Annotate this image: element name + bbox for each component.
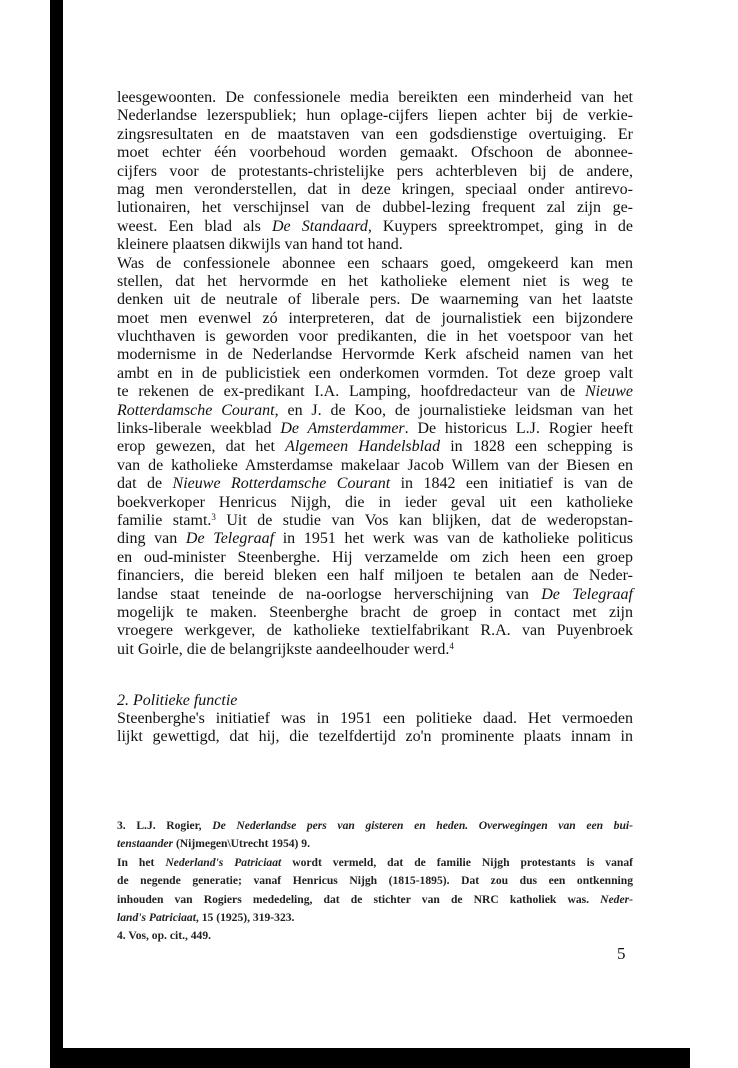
section-paragraph bbox=[117, 710, 633, 747]
text-run: mogelijk te maken. Steenberghe bracht de groep in contact met zijn bbox=[117, 603, 633, 621]
text-line bbox=[117, 402, 633, 420]
italic-text: Algemeen Handelsblad bbox=[285, 438, 441, 456]
text-run: . De historicus L.J. Rogier heeft bbox=[404, 420, 634, 438]
text-run: te rekenen de ex-predikant I.A. Lamping, hoofdredacteur van de bbox=[117, 383, 585, 401]
text-line bbox=[117, 365, 633, 383]
text-run: in 1828 een schepping is bbox=[440, 438, 634, 456]
text-run: , Kuypers spreektrompet, ging in de bbox=[367, 217, 634, 235]
text-run: leesgewoonten. De confessionele media bereikten een minderheid van het bbox=[117, 89, 633, 106]
text-line bbox=[117, 310, 633, 328]
paragraph bbox=[117, 255, 633, 660]
text-run: erop gewezen, dat het bbox=[117, 438, 286, 456]
text-run: in 1842 een initiatief is van de bbox=[390, 475, 633, 493]
text-line bbox=[117, 457, 633, 475]
text-line bbox=[117, 856, 633, 874]
text-run: van de katholieke Amsterdamse makelaar Jacob Willem van der Biesen en bbox=[117, 456, 633, 474]
text-run: , en J. de Koo, de journalistieke leidsman van het bbox=[274, 401, 633, 419]
text-line bbox=[117, 107, 633, 125]
text-run: zingsresultaten en de maatstaven van een godsdienstige overtuiging. Er bbox=[117, 125, 633, 143]
text-run: weest. Een blad als bbox=[117, 217, 272, 235]
text-run: inhouden van Rogiers mededeling, dat de stichter van de NRC katholiek was. bbox=[117, 892, 601, 906]
text-run: en oud-minister Steenberghe. Hij verzamelde om zich heen een groep bbox=[117, 548, 633, 566]
text-run: moet men evenwel zó interpreteren, dat de journalistiek een bijzondere bbox=[117, 309, 633, 327]
text-line bbox=[117, 911, 633, 929]
body-text bbox=[117, 89, 633, 659]
text-run: vroegere werkgever, de katholieke textielfabrikant R.A. van Puyenbroek bbox=[117, 622, 633, 640]
text-run: familie stamt. bbox=[117, 511, 212, 529]
italic-text: De Standaard bbox=[272, 217, 368, 235]
text-line bbox=[117, 475, 633, 493]
text-line bbox=[117, 604, 633, 622]
text-line bbox=[117, 89, 633, 107]
text-line bbox=[117, 710, 633, 728]
text-line bbox=[117, 181, 633, 199]
text-line bbox=[117, 929, 633, 947]
page-number: 5 bbox=[617, 944, 626, 963]
italic-text: Neder- bbox=[600, 892, 633, 906]
italic-text: De Amsterdammer bbox=[280, 420, 405, 438]
scan-border-bottom bbox=[50, 1048, 690, 1068]
text-line bbox=[117, 530, 633, 548]
text-run: wordt vermeld, dat de familie Nijgh protestants is vanaf bbox=[281, 855, 633, 869]
text-line bbox=[117, 291, 633, 309]
italic-text: tenstaander bbox=[117, 837, 174, 851]
text-run: cijfers voor de protestants-christelijke pers achterbleven bij de andere, bbox=[117, 162, 633, 180]
text-run: , 15 (1925), 319-323. bbox=[195, 910, 295, 924]
text-run: 4. Vos, op. cit., 449. bbox=[117, 929, 212, 943]
text-run: modernisme in de Nederlandse Hervormde Kerk afscheid namen van het bbox=[117, 346, 633, 364]
text-line bbox=[117, 837, 633, 855]
text-run: financiers, die bereid bleken een half miljoen te betalen aan de Neder- bbox=[117, 567, 633, 585]
text-run: moet echter één voorbehoud worden gemaakt. Ofschoon de abonnee- bbox=[117, 144, 633, 162]
text-line bbox=[117, 346, 633, 364]
text-line bbox=[117, 438, 633, 456]
text-run: landse staat teneinde de na-oorlogse herverschijning van bbox=[117, 585, 542, 603]
text-run: lijkt gewettigd, dat hij, die tezelfdertijd zo'n prominente plaats innam in bbox=[117, 728, 633, 746]
text-run: (Nijmegen\Utrecht 1954) 9. bbox=[173, 837, 310, 851]
text-run: Steenberghe's initiatief was in 1951 een politieke daad. Het vermoeden bbox=[117, 710, 633, 727]
text-line bbox=[117, 255, 633, 273]
section-heading: 2. Politieke functie bbox=[117, 692, 238, 709]
text-line bbox=[117, 420, 633, 438]
text-line bbox=[117, 567, 633, 585]
text-line bbox=[117, 236, 633, 254]
text-line bbox=[117, 728, 633, 746]
text-line bbox=[117, 383, 633, 401]
text-run: stellen, dat het hervormde en het katholieke element niet is weg te bbox=[117, 272, 633, 290]
text-line bbox=[117, 874, 633, 892]
text-run: In het bbox=[117, 855, 166, 869]
italic-text: Nieuwe Rotterdamsche Courant bbox=[172, 475, 391, 493]
text-run: lutionairen, het verschijnsel van de dubbel-lezing frequent zal zijn ge- bbox=[117, 199, 633, 217]
text-line bbox=[117, 144, 633, 162]
text-run: uit Goirle, die de belangrijkste aandeelhouder werd. bbox=[117, 640, 450, 658]
text-line bbox=[117, 273, 633, 291]
text-line bbox=[117, 819, 633, 837]
text-run: mag men veronderstellen, dat in deze kringen, speciaal onder antirevo- bbox=[117, 180, 633, 198]
text-line bbox=[117, 622, 633, 640]
text-run: boekverkoper Henricus Nijgh, die in ieder geval uit een katholieke bbox=[117, 493, 633, 511]
text-run: Was de confessionele abonnee een schaars goed, omgekeerd kan men bbox=[117, 254, 633, 272]
italic-text: De Telegraaf bbox=[541, 585, 633, 603]
text-run: links-liberale weekblad bbox=[117, 420, 281, 438]
text-run: in 1951 het werk was van de katholieke politicus bbox=[274, 530, 634, 548]
italic-text: Nederland's Patriciaat bbox=[165, 855, 282, 869]
text-line bbox=[117, 218, 633, 236]
paragraph bbox=[117, 89, 633, 255]
text-line bbox=[117, 549, 633, 567]
text-line bbox=[117, 199, 633, 217]
italic-text: Rotterdamsche Courant bbox=[117, 401, 275, 419]
text-line bbox=[117, 586, 633, 604]
text-run: ambt en in de publicistiek een onderkomen vormden. Tot deze groep valt bbox=[117, 364, 633, 382]
text-run: dat de bbox=[117, 475, 173, 493]
text-run: 3. L.J. Rogier, bbox=[117, 819, 213, 832]
text-line bbox=[117, 494, 633, 512]
text-run: denken uit de neutrale of liberale pers. De waarneming van het laatste bbox=[117, 291, 633, 309]
text-line bbox=[117, 893, 633, 911]
scan-border-left bbox=[50, 0, 63, 1068]
text-run: Nederlandse lezerspubliek; hun oplage-cijfers liepen achter bij de verkie- bbox=[117, 107, 633, 125]
italic-text: De Telegraaf bbox=[185, 530, 275, 548]
text-line bbox=[117, 328, 633, 346]
text-line bbox=[117, 641, 633, 659]
italic-text: Nieuwe bbox=[585, 383, 633, 401]
text-line bbox=[117, 163, 633, 181]
italic-text: De Nederlandse pers van gisteren en heden. Overwegingen van een bui- bbox=[212, 819, 634, 832]
footnote-ref: 3 bbox=[211, 511, 216, 522]
footnotes bbox=[117, 819, 633, 948]
text-run: Uit de studie van Vos kan blijken, dat de wederopstan- bbox=[215, 511, 633, 529]
text-run: de negende generatie; vanaf Henricus Nijgh (1815-1895). Dat zou dus een ontkenning bbox=[117, 874, 633, 888]
italic-text: land's Patriciaat bbox=[117, 910, 196, 924]
text-run: kleinere plaatsen dikwijls van hand tot hand. bbox=[117, 236, 403, 254]
footnote-ref: 4 bbox=[449, 640, 454, 651]
text-run: ding van bbox=[117, 530, 186, 548]
text-run: vluchthaven is geworden voor predikanten, die in het voetspoor van het bbox=[117, 328, 633, 346]
text-line bbox=[117, 512, 633, 530]
text-line bbox=[117, 126, 633, 144]
